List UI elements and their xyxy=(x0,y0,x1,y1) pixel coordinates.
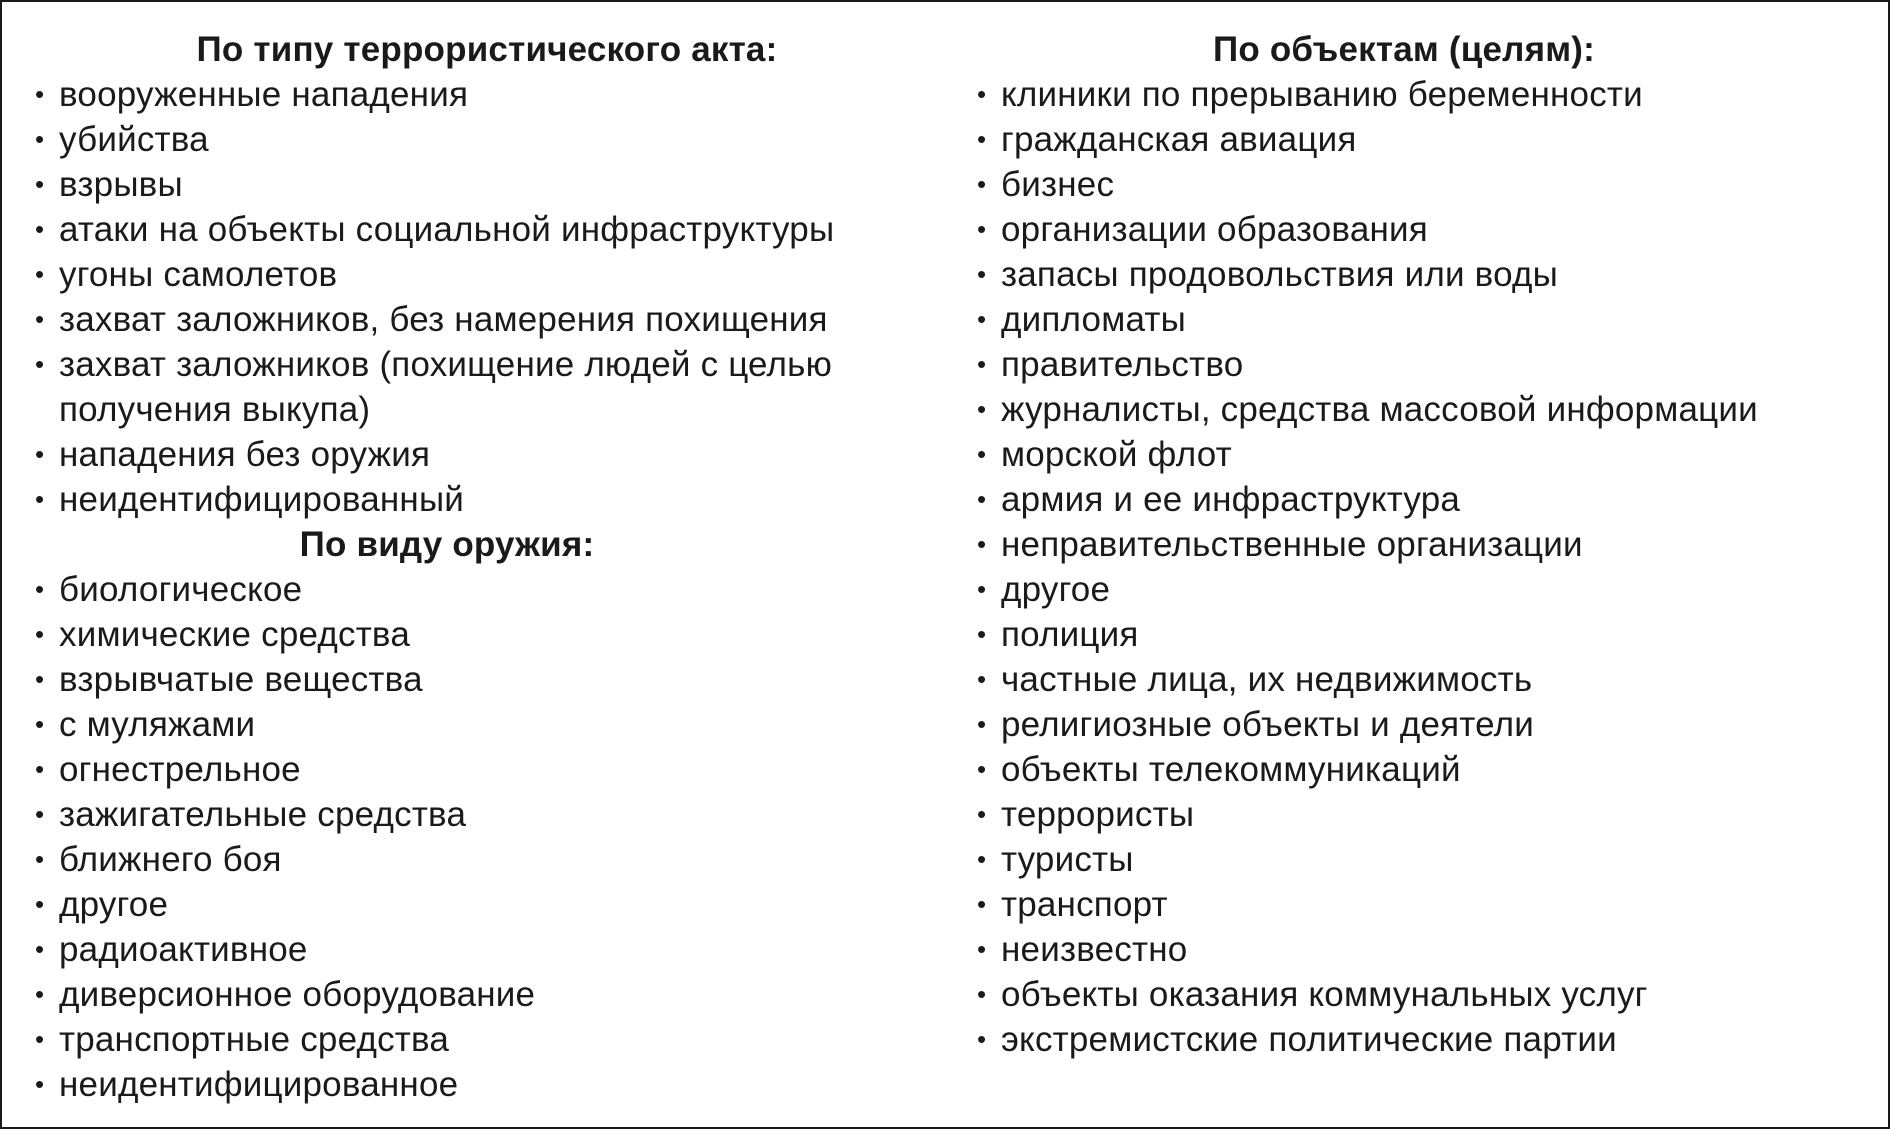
list-item: • убийства xyxy=(32,117,952,162)
list-item: • армия и ее инфраструктура xyxy=(974,477,1874,522)
list-item: • экстремистские политические партии xyxy=(974,1017,1874,1062)
list-item: • запасы продовольствия или воды xyxy=(974,252,1874,297)
list-item: • ближнего боя xyxy=(32,837,952,882)
bullet-icon: • xyxy=(35,259,45,289)
list-item: • туристы xyxy=(974,837,1874,882)
bullet-icon: • xyxy=(977,349,987,379)
bullet-icon: • xyxy=(35,169,45,199)
bullet-icon: • xyxy=(35,79,45,109)
list-item: • захват заложников, без намерения похищения xyxy=(32,297,952,342)
weapon-type-list xyxy=(32,567,952,1107)
bullet-icon: • xyxy=(35,574,45,604)
bullet-icon: • xyxy=(977,169,987,199)
bullet-icon: • xyxy=(977,619,987,649)
bullet-icon: • xyxy=(977,484,987,514)
list-item: • угоны самолетов xyxy=(32,252,952,297)
list-item: • с муляжами xyxy=(32,702,952,747)
heading-attack-type: По типу террористического акта: xyxy=(196,30,778,69)
bullet-icon: • xyxy=(977,79,987,109)
target-type-list xyxy=(974,72,1874,1062)
list-item: • журналисты, средства массовой информации xyxy=(974,387,1874,432)
bullet-icon: • xyxy=(977,754,987,784)
bullet-icon: • xyxy=(35,934,45,964)
attack-type-list xyxy=(32,72,952,522)
bullet-icon: • xyxy=(977,304,987,334)
heading-weapon-type: По виду оружия: xyxy=(299,525,595,564)
list-item: • бизнес xyxy=(974,162,1874,207)
bullet-icon: • xyxy=(35,664,45,694)
bullet-icon: • xyxy=(977,1024,987,1054)
list-item: • полиция xyxy=(974,612,1874,657)
bullet-icon: • xyxy=(977,124,987,154)
list-item: • другое xyxy=(32,882,952,927)
bullet-icon: • xyxy=(35,439,45,469)
bullet-icon: • xyxy=(35,754,45,784)
bullet-icon: • xyxy=(35,124,45,154)
list-item: • дипломаты xyxy=(974,297,1874,342)
bullet-icon: • xyxy=(35,304,45,334)
right-column xyxy=(974,27,1874,1062)
list-item: • объекты оказания коммунальных услуг xyxy=(974,972,1874,1017)
list-item: • террористы xyxy=(974,792,1874,837)
bullet-icon: • xyxy=(977,799,987,829)
bullet-icon: • xyxy=(977,259,987,289)
bullet-icon: • xyxy=(977,394,987,424)
bullet-icon: • xyxy=(35,799,45,829)
list-item: • транспортные средства xyxy=(32,1017,952,1062)
list-item: • объекты телекоммуникаций xyxy=(974,747,1874,792)
list-item: • химические средства xyxy=(32,612,952,657)
list-item: • организации образования xyxy=(974,207,1874,252)
list-item: • неправительственные организации xyxy=(974,522,1874,567)
list-item: • огнестрельное xyxy=(32,747,952,792)
bullet-icon: • xyxy=(977,934,987,964)
list-item: • клиники по прерыванию беременности xyxy=(974,72,1874,117)
bullet-icon: • xyxy=(35,619,45,649)
list-item: • атаки на объекты социальной инфраструктуры xyxy=(32,207,952,252)
list-item: • нападения без оружия xyxy=(32,432,952,477)
bullet-icon: • xyxy=(977,214,987,244)
list-item: • зажигательные средства xyxy=(32,792,952,837)
bullet-icon: • xyxy=(977,709,987,739)
bullet-icon: • xyxy=(977,664,987,694)
list-item: • неидентифицированный xyxy=(32,477,952,522)
heading-target-type: По объектам (целям): xyxy=(1212,30,1595,69)
list-item: • неизвестно xyxy=(974,927,1874,972)
bullet-icon: • xyxy=(35,844,45,874)
bullet-icon: • xyxy=(35,1069,45,1099)
bullet-icon: • xyxy=(35,484,45,514)
bullet-icon: • xyxy=(977,574,987,604)
list-item: • радиоактивное xyxy=(32,927,952,972)
bullet-icon: • xyxy=(977,439,987,469)
bullet-icon: • xyxy=(35,889,45,919)
bullet-icon: • xyxy=(35,979,45,1009)
list-item: • взрывы xyxy=(32,162,952,207)
bullet-icon: • xyxy=(977,529,987,559)
list-item: • биологическое xyxy=(32,567,952,612)
list-item: • транспорт xyxy=(974,882,1874,927)
bullet-icon: • xyxy=(977,889,987,919)
bullet-icon: • xyxy=(35,214,45,244)
list-item: • частные лица, их недвижимость xyxy=(974,657,1874,702)
list-item: • неидентифицированное xyxy=(32,1062,952,1107)
list-item: • вооруженные нападения xyxy=(32,72,952,117)
list-item: • диверсионное оборудование xyxy=(32,972,952,1017)
bullet-icon: • xyxy=(35,709,45,739)
left-column xyxy=(32,27,952,1107)
list-item: • захват заложников (похищение людей с целью получения выкупа) xyxy=(32,342,952,432)
list-item: • морской флот xyxy=(974,432,1874,477)
list-item: • религиозные объекты и деятели xyxy=(974,702,1874,747)
bullet-icon: • xyxy=(35,1024,45,1054)
list-item: • гражданская авиация xyxy=(974,117,1874,162)
list-item: • другое xyxy=(974,567,1874,612)
bullet-icon: • xyxy=(977,844,987,874)
list-item: • правительство xyxy=(974,342,1874,387)
list-item: • взрывчатые вещества xyxy=(32,657,952,702)
bullet-icon: • xyxy=(35,349,45,379)
bullet-icon: • xyxy=(977,979,987,1009)
